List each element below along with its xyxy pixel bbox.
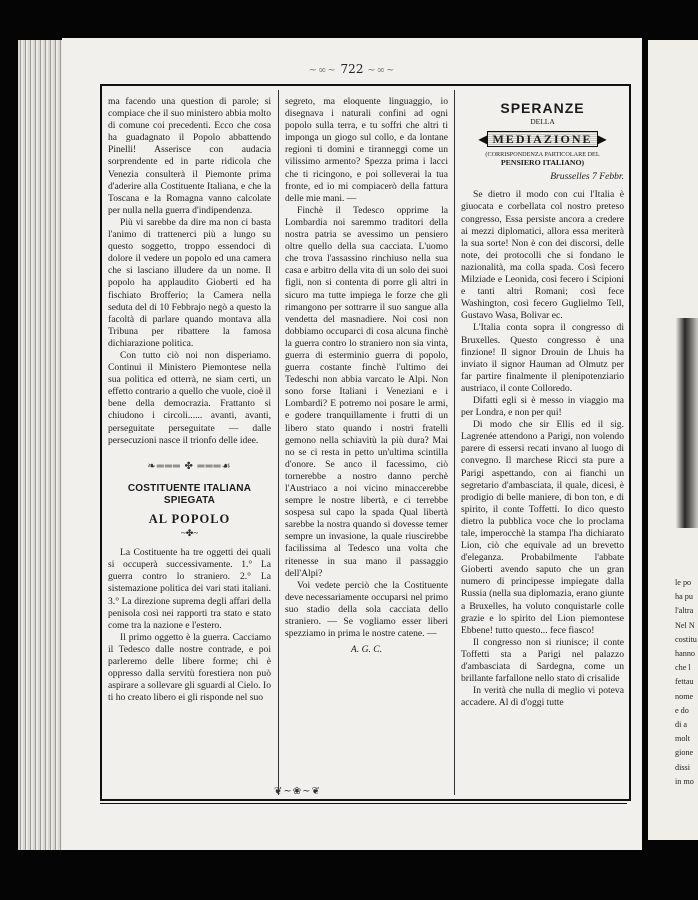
column-right — [461, 96, 624, 793]
section-ornament-icon: ❧═══ ✤ ═══☙ — [147, 460, 232, 472]
paragraph: segreto, ma eloquente linguaggio, io disegnava i naturali confini ad ogni popolo sulla terra, e tu soffri che altri ti imponga un giogo sul collo, e da lontane regioni ti domini e tiranneggi come un vilissimo armento? Spezza prima i lacci che ti ricingono, e poi solleverai la tua fronte, ed io mi compiacerò della fattura delle mie mani. — — [285, 96, 448, 204]
paragraph: Finchè il Tedesco opprime la Lombardia noi saremmo traditori della nostra patria se avessimo un pensiero oltre quello della sua cacciata. L'uomo che trova l'assassino rinchiuso nella sua casa e arbitro della vita di un solo dei suoi figli, non si contenta di porre gli altri in sicuro ma tutte impiega le forze che gli rimangono per sottrarre il suo sangue alla vendetta del masnadiere. Noi così non dobbiamo occuparci di cosa alcuna finchè la guerra contro lo straniero non sia vinta, guerra di esterminio guerra di popolo, guerra costante finchè l'ultimo dei Tedeschi non abbia varcato le Alpi. Non sono forse Italiani i Veneziani e i Lombardi? E potremo noi posare le armi, e godere tranquillamente i frutti di un libero stato quando i nostri fratelli gemono nella schiavitù la più dura? Mai no se ci resta in petto un'ultima scintilla d'onore. Se anco il facessimo, ciò tornerebbe a nostro danno perchè l'Austriaco a noi vicino minaccerebbe sempre le nostre libertà, e ci terrebbe sospesa sul capo la spada Qual libertà sarebbe la nostra quando si dovesse temer sempre un invasione, la quale riuscirebbe facilissima al Tedesco una volta che ritenesse in sua mano il passaggio dell'Alpi? — [285, 204, 448, 579]
adjacent-text-fragment: nome — [675, 691, 694, 701]
paragraph: ma facendo una question di parole; si compiace che il suo ministero abbia molto di comune coi precedenti. Ecco che cosa ha guadagnato il Popolo abbattendo Pinelli! Asserisce con audacia sorprendente ed in parte ridicola che Venezia consulterà il Piemonte prima d'aderire alla Costituente Italiana, e che la Toscana e la Romagna vanno calcolate per nulla nella guerra d'indipendenza. — [108, 96, 271, 216]
adjacent-text-fragment: dissi — [675, 762, 691, 772]
correspondence-note: (CORRISPONDENZA PARTICOLARE DEL — [485, 151, 600, 159]
paragraph: In verità che nulla di meglio vi poteva accadere. Al dì d'oggi tutte — [461, 685, 624, 709]
article-title: SPERANZE — [500, 100, 585, 116]
adjacent-text-fragment: gione — [675, 748, 694, 758]
adjacent-text-fragment: l'altra — [675, 606, 694, 616]
paragraph: Con tutto ciò noi non disperiamo. Continui il Ministero Piemontese nella sua politica ed otterrà, ne siam certi, un effetto contrario a quello che vuole, cioè il bene della democrazia. Frattanto si chiudono i circoli...... avanti, avanti, perseguitate perseguitate — dalle persecuzioni nasce il trionfo delle idee. — [108, 349, 271, 446]
newspaper-page — [62, 38, 642, 850]
adjacent-text-fragment: ha pu — [675, 592, 693, 602]
adjacent-text-fragment: in mo — [675, 776, 694, 786]
article-subtitle: AL POPOLO — [148, 512, 231, 526]
adjacent-text-fragment: hanno — [675, 649, 696, 658]
paragraph: Voi vedete perciò che la Costituente deve necessariamente occuparsi nel primo suo stadio della sola cacciata dello straniero. — Se vogliamo esser liberi spezziamo in prima le nostre catene. — — [285, 579, 448, 640]
dateline: Brusselles 7 Febbr. — [550, 171, 624, 183]
article-title: COSTITUENTE ITALIANA SPIEGATA — [127, 482, 252, 506]
adjacent-text-fragment: che l — [675, 663, 691, 673]
column-divider — [454, 90, 455, 795]
column-left — [108, 96, 271, 793]
paragraph: Difatti egli si è messo in viaggio ma per Londra, e non per qui! — [461, 394, 624, 419]
adjacent-page — [648, 40, 698, 840]
paragraph: Il congresso non si riunisce; il conte Toffetti sta a Parigi nel palazzo d'ambasciata di Sardegna, come un brillante farfallone nello stato di crisalide — [461, 636, 624, 685]
header-ornament-right-icon: ~∞~ — [367, 65, 396, 76]
arrow-left-icon: ◀ — [478, 132, 488, 147]
paragraph: Di modo che sir Ellis ed il sig. Lagrenée attendono a Parigi, non volendo parere di essersi recati invano al luogo di convegno. Il marchese Ricci sta pure a Parigi aspettando, con ai fianchi un segretario d'ambasciata, il quale, dicesi, è prodigio di belle maniere, di bon ton, e di spirito, il conte Toffetti. Io dico questo dietro la pubblica voce che lo proclama tale, imperocchè la stampa l'ha dichiarato Lion, ciò che equivale ad un brevetto d'eleganza. Probabilmente l'abbate Gioberti avendo saputo che un gran numero di principesse impiegate dalla Russia (nella sua diplomazia, erano giunte a Bruxelles, ha voluto conquistarle colle grazie e lo spirito del Lion piemontese Ebbene! tutto questo... fece fiasco! — [461, 419, 624, 636]
paragraph: Se dietro il modo con cui l'Italia è giuocata e corbellata col nostro preteso congresso, Essa persiste ancora a credere ai mezzi diplomatici, allora essa meriterà la sua sorte! Non è con dei discorsi, delle note, dei protocolli che si fondano le nazionalità, ma colla spada. Così fecero Milziade e Leonida, così fecero i Scipioni e tanti altri Romani; così fece Washington, così fecero Guglielmo Tell, Gustavo Wasa, Bolivar ec. — [461, 189, 624, 322]
author-signature: A. G. C. — [350, 644, 383, 656]
paragraph: Il primo oggetto è la guerra. Cacciamo il Tedesco dalle nostre contrade, e poi parleremo delle libere forme; chi è oppresso dalla servitù forestiera non può aspirare a sollevare gli sguardi al Cielo. Io ti ho creato libero ei gli risponde nel suo — [108, 631, 271, 704]
banner-word: MEDIAZIONE — [487, 131, 597, 147]
mediazione-banner — [461, 131, 624, 147]
header-ornament-left-icon: ~∞~ — [308, 65, 337, 76]
engraving-figure — [676, 318, 698, 528]
column-middle — [285, 96, 448, 793]
adjacent-text-fragment: e do — [675, 705, 689, 715]
adjacent-text-fragment: molt — [675, 734, 691, 744]
bottom-rule — [100, 803, 627, 804]
adjacent-text-fragment: le po — [675, 578, 692, 587]
adjacent-text-fragment: di a — [675, 720, 688, 729]
arrow-right-icon: ▶ — [597, 132, 607, 147]
adjacent-text-fragment: costitu — [675, 634, 697, 644]
paragraph: La Costituente ha tre oggetti dei quali si occuperà successivamente. 1.° La guerra contro lo straniero. 2.° La sistemazione politica dei vari stati italiani. 3.° La direzione suprema degli affari della penisola così nei rapporti tra stato e stato come tra la nazione e l'estero. — [108, 547, 271, 631]
adjacent-text-fragment: Nel N — [675, 620, 695, 630]
subtitle-ornament-icon: ~✤~ — [180, 528, 199, 539]
correspondence-source: PENSIERO ITALIANO) — [500, 158, 585, 168]
text-frame — [100, 84, 631, 801]
page-number: 722 — [340, 62, 364, 76]
article-title-connector: DELLA — [530, 117, 555, 127]
column-divider — [278, 90, 279, 795]
paragraph: Più vi sarebbe da dire ma non ci basta l'animo di trattenerci più a lungo su questo soggetto, troppo essendoci di dolore il vedere un popolo ed una camera che si lasciano illudere da un nome. Il popolo ha applaudito Gioberti ed ha fischiato Brofferio; la Camera nella seduta del di 10 Febbrajo negò a questo la facoltà di parlare quando montava alla Tribuna per ribattere la famosa dichiarazione politica. — [108, 216, 271, 349]
page-header — [62, 62, 642, 76]
book-page-edges — [18, 40, 68, 850]
closing-flourish-icon: ❦~❀~❦ — [274, 786, 321, 797]
paragraph: L'Italia conta sopra il congresso di Bruxelles. Questo congresso è una finzione! Il signor Drouin de Lhuis ha inviato il signor Hauman ad Olmutz per far partire finalmente il plenipotenziario austriaco, il conte Colloredo. — [461, 322, 624, 394]
adjacent-text-fragment: fettau — [675, 677, 694, 687]
